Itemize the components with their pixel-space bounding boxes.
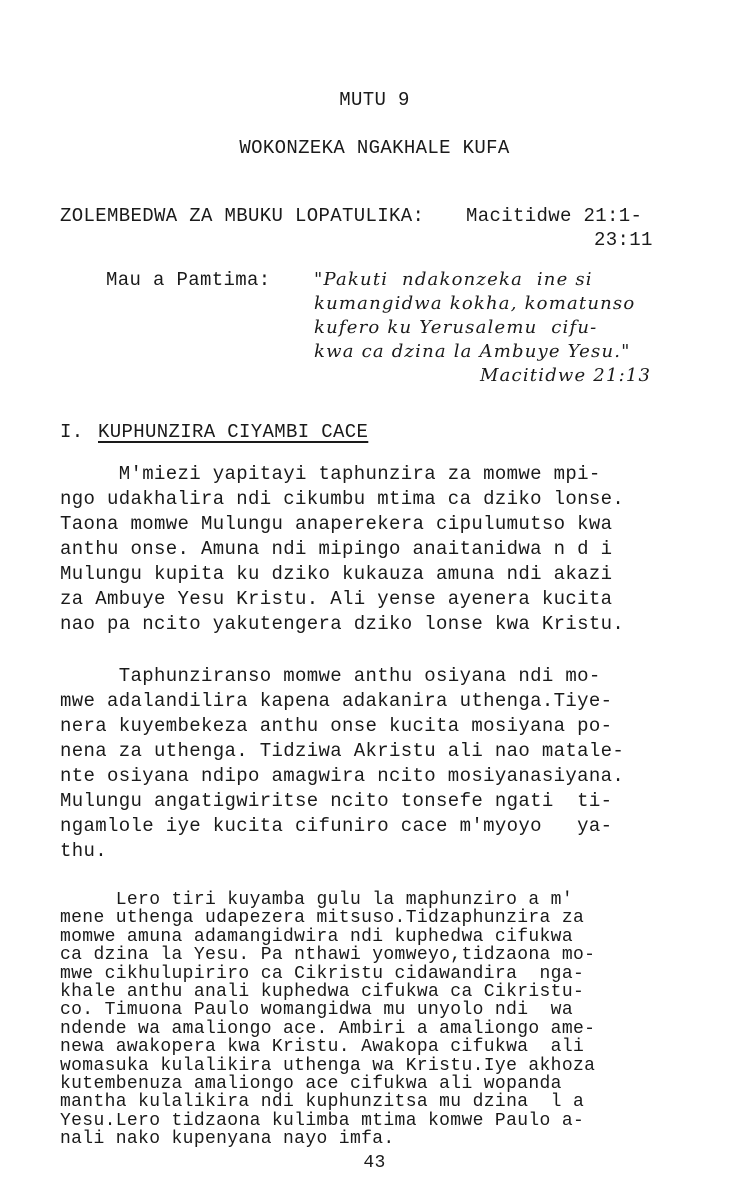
memory-verse-line: kumangidwa kokha, komatunso [314,293,636,314]
paragraph-line: womasuka kulalikira uthenga wa Kristu.Iye akhoza [60,1055,596,1076]
memory-verse-line: kufero ku Yerusalemu cifu- [314,317,598,338]
paragraph-line: thu. [60,840,108,862]
reading-reference-part2: 23:11 [594,229,653,251]
reading-label: ZOLEMBEDWA ZA MBUKU LOPATULIKA: [60,205,425,227]
page-number: 43 [363,1152,386,1173]
paragraph-line: mantha kulalikira ndi kuphunzitsa mu dzina l a [60,1092,585,1113]
paragraph-line: Taona momwe Mulungu anaperekera cipulumutso kwa [60,513,613,535]
paragraph-line: mwe cikhulupiriro ca Cikristu cidawandira nga- [60,963,585,984]
paragraph-line: nali nako kupenyana nayo imfa. [60,1129,395,1150]
paragraph-line: Mulungu angatigwiritse ncito tonsefe ngati ti- [60,790,613,812]
memory-verse-reference: Macitidwe 21:13 [480,365,652,386]
paragraph-line: mwe adalandilira kapena adakanira uthenga.Tiye- [60,690,613,712]
paragraph-line: nte osiyana ndipo amagwira ncito mosiyanasiyana. [60,765,625,787]
lesson-title: WOKONZEKA NGAKHALE KUFA [239,137,510,159]
paragraph-line: kutembenuza amaliongo ace cifukwa ali wopanda [60,1074,562,1094]
paragraph-line: M'miezi yapitayi taphunzira za momwe mpi- [60,463,601,485]
memory-verse-line: kwa ca dzina la Ambuye Yesu." [314,341,631,362]
paragraph-line: nena za uthenga. Tidziwa Akristu ali nao matale- [60,740,625,762]
paragraph-line: newa awakopera kwa Kristu. Awakopa cifukwa ali [60,1037,585,1058]
paragraph-line: Yesu.Lero tidzaona kulimba mtima komwe Paulo a- [60,1110,585,1131]
paragraph-line: nao pa ncito yakutengera dziko lonse kwa Kristu. [60,613,625,635]
paragraph-line: khale anthu anali kuphedwa cifukwa ca Cikristu- [60,982,585,1002]
paragraph-line: Taphunziranso momwe anthu osiyana ndi mo- [60,665,601,687]
paragraph-line: co. Timuona Paulo womangidwa mu unyolo ndi wa [60,1000,573,1021]
paragraph-line: momwe amuna adamangidwira ndi kuphedwa cifukwa [60,926,573,947]
paragraph-line: Lero tiri kuyamba gulu la maphunziro a m' [60,890,573,910]
reading-reference-part1: Macitidwe 21:1- [466,205,643,227]
section-number: I. [60,421,84,443]
chapter-heading: MUTU 9 [339,89,410,111]
paragraph-line: ca dzina la Yesu. Pa nthawi yomweyo,tidzaona mo- [60,945,596,966]
paragraph-line: Mulungu kupita ku dziko kukauza amuna ndi akazi [60,563,613,585]
paragraph-line: mene uthenga udapezera mitsuso.Tidzaphunzira za [60,908,585,929]
paragraph-line: za Ambuye Yesu Kristu. Ali yense ayenera kucita [60,588,613,610]
section-heading: KUPHUNZIRA CIYAMBI CACE [98,421,369,443]
paragraph-line: ngamlole iye kucita cifuniro cace m'myoyo ya- [60,815,613,837]
paragraph-line: ngo udakhalira ndi cikumbu mtima ca dziko lonse. [60,488,625,510]
paragraph-line: anthu onse. Amuna ndi mipingo anaitanidwa n d i [60,538,613,560]
memory-verse-line: "Pakuti ndakonzeka ine si [314,269,593,290]
paragraph-line: nera kuyembekeza anthu onse kucita mosiyana po- [60,715,613,737]
paragraph-line: ndende wa amaliongo ace. Ambiri a amaliongo ame- [60,1018,596,1039]
memory-verse-label: Mau a Pamtima: [106,269,271,291]
